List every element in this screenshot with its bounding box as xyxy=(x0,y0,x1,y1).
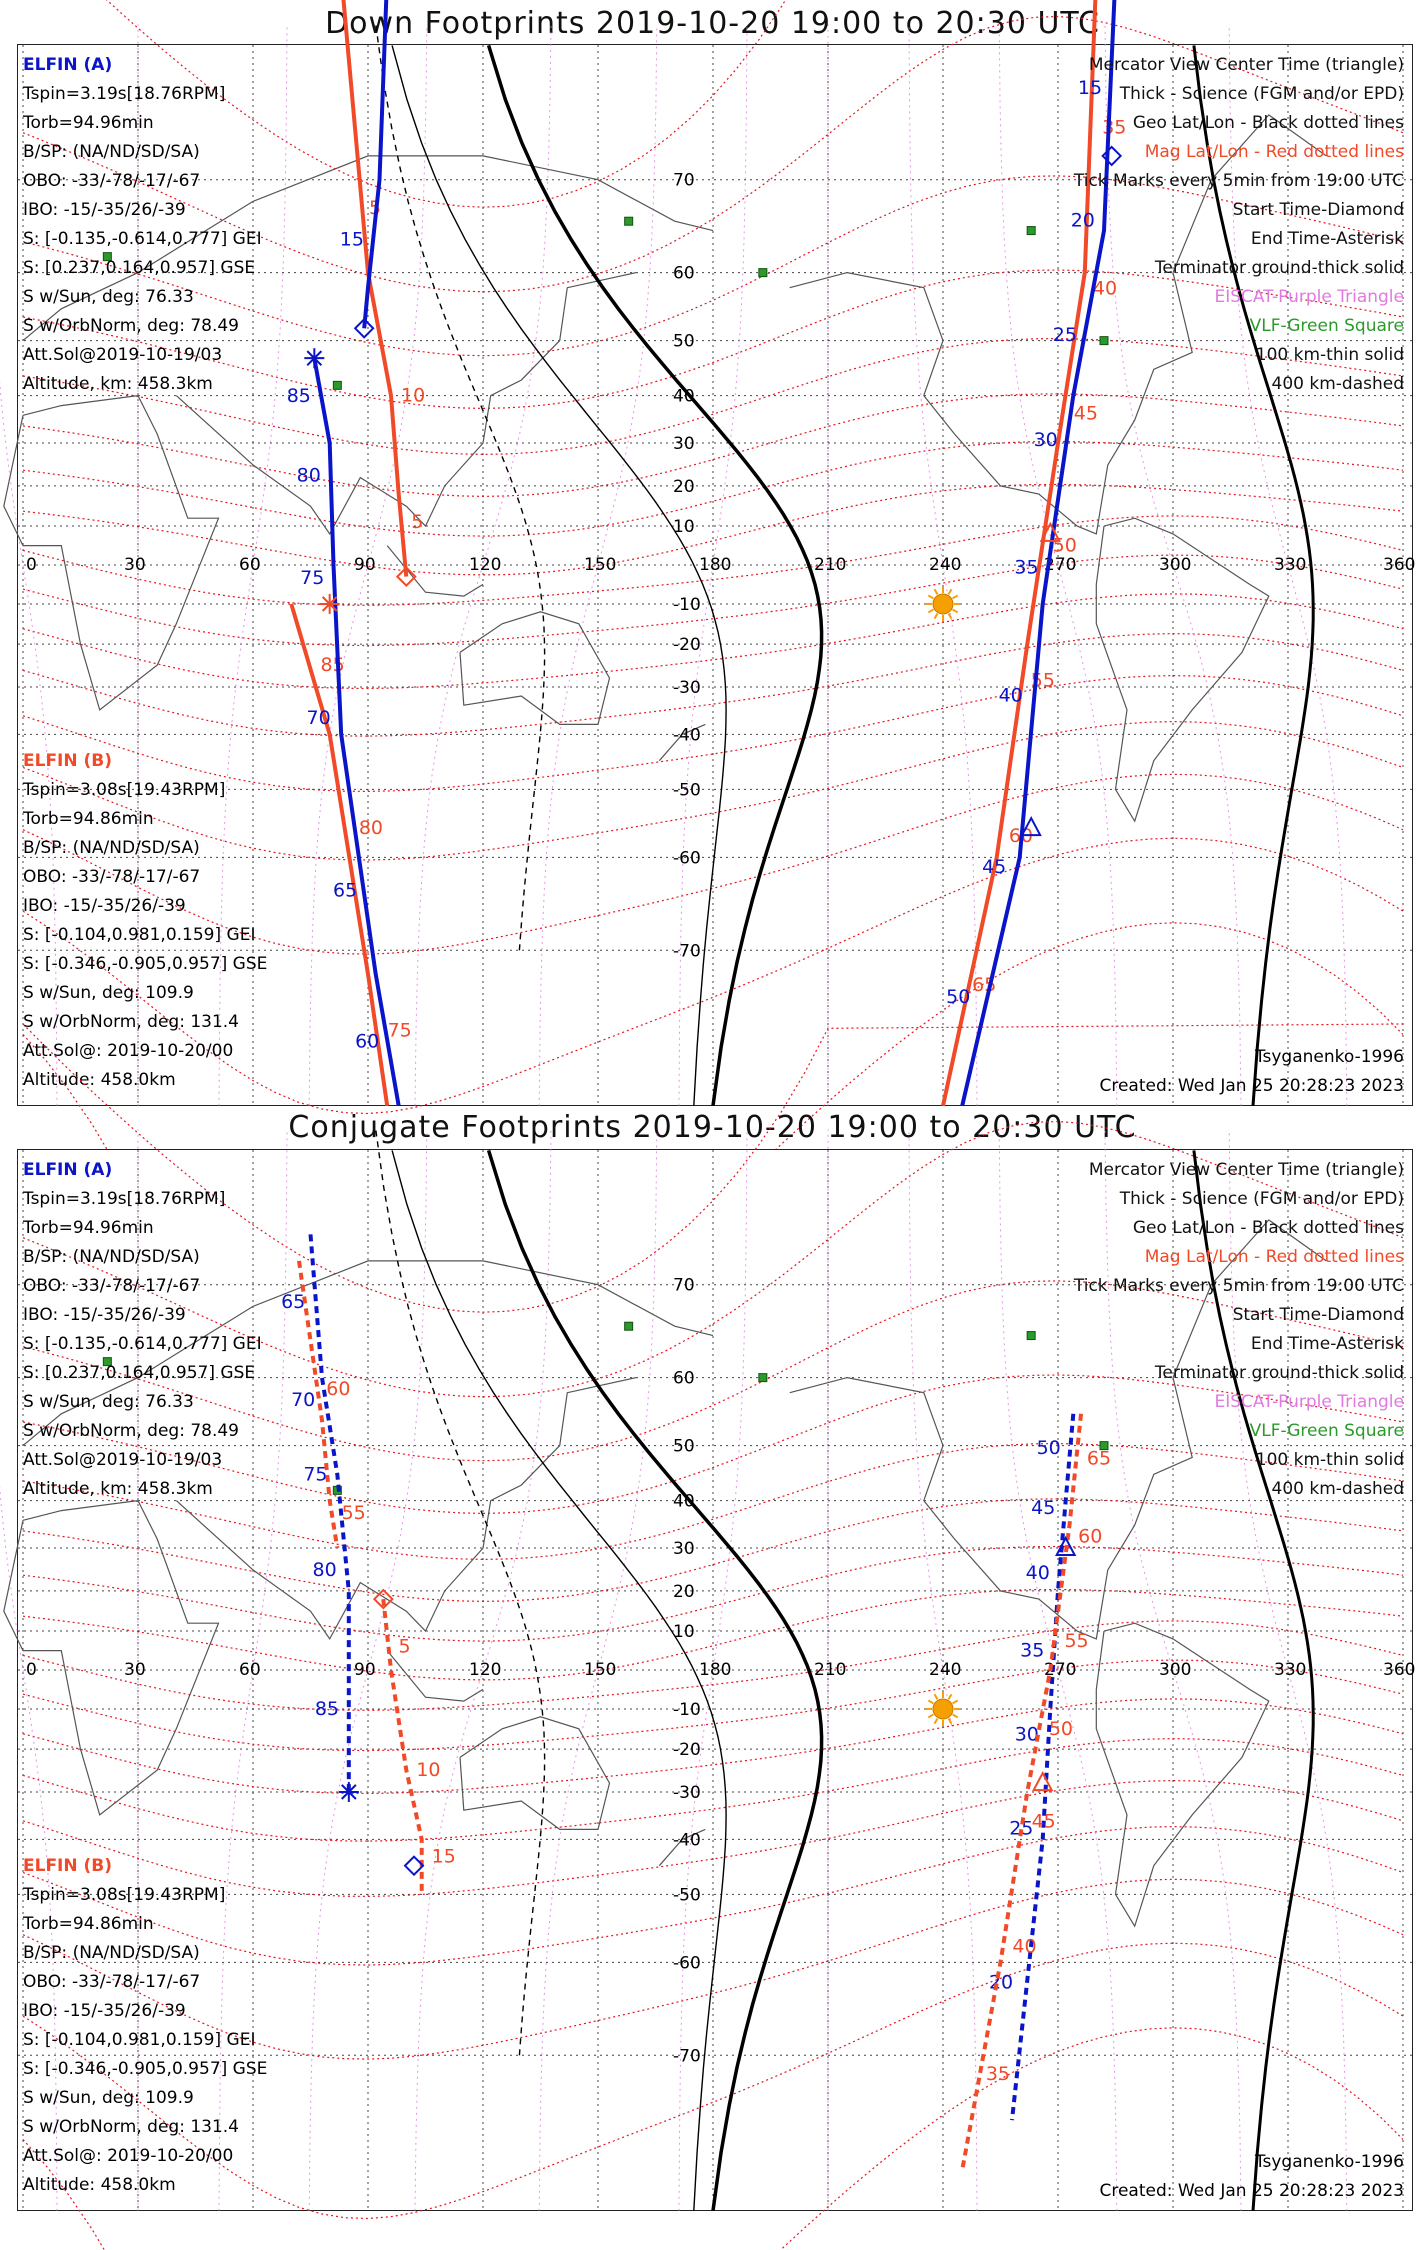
lat-tick-label: -10 xyxy=(673,594,701,615)
legend-item: Mercator View Center Time (triangle) xyxy=(1088,1160,1404,1180)
lat-tick-label: -60 xyxy=(673,848,701,869)
lon-tick-label: 90 xyxy=(354,1660,376,1680)
sun-disk xyxy=(933,594,953,614)
elfin-b-track-tick-label: 35 xyxy=(985,2062,1011,2085)
elfin-a-info xyxy=(23,1156,262,1504)
elfin-a-line: IBO: -15/-35/26/-39 xyxy=(23,200,186,220)
vlf-station-marker xyxy=(333,381,341,389)
coastline xyxy=(460,612,610,725)
elfin-b-name: ELFIN (B) xyxy=(23,751,113,771)
elfin-b-track-tick-label: 40 xyxy=(1012,1935,1037,1958)
sun-ray xyxy=(928,1700,933,1703)
elfin-a-track-tick-label: 20 xyxy=(988,1971,1014,1994)
elfin-b-track-tick-label: 45 xyxy=(1073,402,1098,425)
lat-tick-label: 70 xyxy=(673,1275,695,1296)
end-asterisk-marker xyxy=(304,348,324,368)
elfin-b-info xyxy=(23,747,267,1095)
elfin-b-line: IBO: -15/-35/26/-39 xyxy=(23,2001,186,2021)
elfin-a-line: IBO: -15/-35/26/-39 xyxy=(23,1305,186,1325)
lon-tick-label: 240 xyxy=(929,1660,962,1680)
elfin-a-track-tick-label: 15 xyxy=(339,228,364,251)
model-name: Tsyganenko-1996 xyxy=(1254,1047,1404,1067)
lon-tick-label: 90 xyxy=(354,555,376,575)
lat-tick-label: -70 xyxy=(673,2046,701,2067)
legend-item: Tick Marks every 5min from 19:00 UTC xyxy=(1073,1276,1404,1296)
elfin-b-track-tick-label: 65 xyxy=(1086,1447,1112,1470)
vlf-station-marker xyxy=(759,1374,767,1382)
elfin-b-track-tick-label: 85 xyxy=(320,654,345,677)
legend-item: Start Time-Diamond xyxy=(1232,1305,1404,1325)
elfin-a-line: Tspin=3.19s[18.76RPM] xyxy=(23,84,226,104)
lat-tick-label: 30 xyxy=(673,1539,695,1560)
elfin-a-track-tick-label: 80 xyxy=(296,464,321,487)
lon-tick-label: 120 xyxy=(469,555,502,575)
lon-tick-label: 180 xyxy=(699,555,732,575)
elfin-b-line: S w/Sun, deg: 109.9 xyxy=(23,983,194,1003)
elfin-b-track-tick-label: 35 xyxy=(1102,116,1127,139)
credits xyxy=(1099,2148,1404,2206)
elfin-b-track-tick-label: 60 xyxy=(326,1378,351,1401)
elfin-a-track-tick-label: 50 xyxy=(1036,1436,1061,1459)
lon-tick-label: 210 xyxy=(814,555,847,575)
elfin-a-line: S: [-0.135,-0.614,0.777] GEI xyxy=(23,1334,262,1354)
elfin-a-track-tick-label: 45 xyxy=(1031,1496,1056,1519)
elfin-b-line: S: [-0.346,-0.905,0.957] GSE xyxy=(23,2059,268,2079)
mag-parallel xyxy=(23,1547,1403,1642)
sun-ray xyxy=(928,1714,933,1717)
lat-tick-label: 60 xyxy=(673,1368,695,1389)
elfin-a-track-tick-label: 80 xyxy=(312,1558,337,1581)
lat-tick-label: 20 xyxy=(673,476,695,497)
model-name: Tsyganenko-1996 xyxy=(1254,2152,1404,2172)
lon-tick-label: 120 xyxy=(469,1660,502,1680)
elfin-a-line: OBO: -33/-78/-17/-67 xyxy=(23,171,201,191)
created-date: Created: Wed Jan 25 20:28:23 2023 xyxy=(1099,2181,1404,2201)
sun-ray xyxy=(953,595,958,598)
elfin-b-line: Att.Sol@: 2019-10-20/00 xyxy=(23,1041,234,1061)
elfin-b-line: S: [-0.104,0.981,0.159] GEI xyxy=(23,2030,256,2050)
elfin-a-line: S: [-0.135,-0.614,0.777] GEI xyxy=(23,229,262,249)
elfin-a-track xyxy=(364,0,387,328)
elfin-a-track-tick-label: 20 xyxy=(1070,209,1095,232)
elfin-a-name: ELFIN (A) xyxy=(23,55,113,75)
sun-disk xyxy=(933,1699,953,1719)
lon-tick-label: 270 xyxy=(1044,555,1077,575)
lon-tick-label: 330 xyxy=(1274,1660,1307,1680)
lon-tick-label: 180 xyxy=(699,1660,732,1680)
lon-tick-label: 270 xyxy=(1044,1660,1077,1680)
legend-item: Geo Lat/Lon - Black dotted lines xyxy=(1132,1218,1404,1238)
elfin-b-track xyxy=(341,0,406,577)
sun-ray xyxy=(928,595,933,598)
elfin-b-track-tick-label: 60 xyxy=(1078,1525,1103,1548)
legend-item: Mag Lat/Lon - Red dotted lines xyxy=(1144,1247,1404,1267)
legend-item: Geo Lat/Lon - Black dotted lines xyxy=(1132,113,1404,133)
legend-item: Start Time-Diamond xyxy=(1232,200,1404,220)
lat-tick-label: -60 xyxy=(673,1953,701,1974)
lat-tick-label: -30 xyxy=(673,677,701,698)
end-asterisk-marker xyxy=(320,594,340,614)
elfin-a-track-tick-label: 75 xyxy=(303,1463,328,1486)
elfin-b-track-tick-label: 65 xyxy=(972,974,997,997)
elfin-a-line: Att.Sol@2019-10-19/03 xyxy=(23,1450,223,1470)
elfin-a-track-tick-label: 85 xyxy=(286,385,311,408)
elfin-a-track-tick-label: 75 xyxy=(300,566,325,589)
panel-title: Conjugate Footprints 2019-10-20 19:00 to 20:30 UTC xyxy=(288,1110,1137,1145)
lon-tick-label: 360 xyxy=(1383,555,1416,575)
lat-tick-label: 60 xyxy=(673,263,695,284)
elfin-b-track-tick-label: 60 xyxy=(1008,825,1034,848)
elfin-a-track-tick-label: 35 xyxy=(1020,1639,1045,1662)
vlf-station-marker xyxy=(1027,227,1035,235)
elfin-b-info xyxy=(23,1852,267,2200)
lon-tick-label: 30 xyxy=(124,555,146,575)
elfin-b-track-tick-label: 50 xyxy=(1048,1717,1074,1740)
lat-tick-label: -40 xyxy=(673,1830,701,1851)
lat-tick-label: -40 xyxy=(673,725,701,746)
sun-ray xyxy=(935,589,938,594)
elfin-b-track-tick-label: 45 xyxy=(1031,1810,1056,1833)
elfin-a-track-tick-label: 70 xyxy=(306,706,331,729)
lon-tick-label: 300 xyxy=(1159,1660,1192,1680)
elfin-a-line: B/SP: (NA/ND/SD/SA) xyxy=(23,1247,200,1267)
elfin-a-track-tick-label: 40 xyxy=(1025,1561,1050,1584)
legend-item: Terminator ground-thick solid xyxy=(1154,1363,1404,1383)
lat-tick-label: 50 xyxy=(673,1436,695,1457)
sun-ray xyxy=(935,613,938,618)
sun-ray xyxy=(935,1694,938,1699)
elfin-b-name: ELFIN (B) xyxy=(23,1856,113,1876)
elfin-a-line: S w/Sun, deg: 76.33 xyxy=(23,1392,194,1412)
lat-tick-label: -20 xyxy=(673,1740,701,1761)
legend xyxy=(1074,1156,1404,1504)
lat-tick-label: 70 xyxy=(673,170,695,191)
sun-icon xyxy=(926,1692,960,1726)
vlf-station-marker xyxy=(759,269,767,277)
legend-item: Thick - Science (FGM and/or EPD) xyxy=(1119,84,1404,104)
lat-tick-label: 40 xyxy=(673,386,695,407)
mag-parallel xyxy=(23,634,1403,737)
elfin-b-line: Tspin=3.08s[19.43RPM] xyxy=(23,780,226,800)
lon-tick-label: 210 xyxy=(814,1660,847,1680)
lat-tick-label: -20 xyxy=(673,635,701,656)
lon-tick-label: 240 xyxy=(929,555,962,575)
elfin-b-track-tick-label: 5 xyxy=(369,197,382,220)
elfin-b-track-tick-label: 5 xyxy=(398,1635,411,1658)
legend-item: 400 km-dashed xyxy=(1271,1479,1404,1499)
elfin-a-track-tick-label: 45 xyxy=(982,856,1007,879)
mag-parallel xyxy=(23,442,1403,537)
lat-tick-label: -30 xyxy=(673,1782,701,1803)
elfin-b-line: Torb=94.86min xyxy=(23,809,154,829)
elfin-a-line: Altitude, km: 458.3km xyxy=(23,374,213,394)
elfin-b-line: OBO: -33/-78/-17/-67 xyxy=(23,1972,201,1992)
sun-ray xyxy=(935,1718,938,1723)
elfin-a-track-tick-label: 85 xyxy=(314,1697,340,1720)
elfin-a-track-tick-label: 30 xyxy=(1033,429,1058,452)
legend-item: VLF-Green Square xyxy=(1249,1421,1404,1441)
elfin-a-track-tick-label: 15 xyxy=(1077,77,1103,100)
elfin-a-track-tick-label: 25 xyxy=(1009,1817,1034,1840)
vlf-station-marker xyxy=(625,217,633,225)
elfin-a-track-tick-label: 40 xyxy=(998,684,1023,707)
elfin-a-line: S w/OrbNorm, deg: 78.49 xyxy=(23,316,240,336)
sun-ray xyxy=(953,1700,958,1703)
legend-item: End Time-Asterisk xyxy=(1250,1334,1404,1354)
elfin-a-line: B/SP: (NA/ND/SD/SA) xyxy=(23,142,200,162)
lat-tick-label: -50 xyxy=(673,1885,701,1906)
elfin-b-line: Torb=94.86min xyxy=(23,1914,154,1934)
elfin-b-line: Tspin=3.08s[19.43RPM] xyxy=(23,1885,226,1905)
map-panel-down xyxy=(17,44,1416,1106)
lon-tick-label: 360 xyxy=(1383,1660,1416,1680)
lat-tick-label: -50 xyxy=(673,780,701,801)
lon-tick-label: 330 xyxy=(1274,555,1307,575)
end-asterisk-marker xyxy=(339,1782,359,1802)
elfin-b-track-tick-label: 10 xyxy=(416,1759,441,1782)
legend xyxy=(1074,51,1404,399)
sun-icon xyxy=(926,587,960,621)
elfin-a-line: S: [0.237,0.164,0.957] GSE xyxy=(23,258,256,278)
panel-title: Down Footprints 2019-10-20 19:00 to 20:30 UTC xyxy=(325,6,1100,41)
elfin-b-track-tick-label: 50 xyxy=(1052,534,1077,557)
legend-item: Thick - Science (FGM and/or EPD) xyxy=(1119,1189,1404,1209)
elfin-a-info xyxy=(23,51,262,399)
elfin-a-line: S w/OrbNorm, deg: 78.49 xyxy=(23,1421,240,1441)
sun-ray xyxy=(949,1694,952,1699)
mag-parallel xyxy=(23,394,1403,497)
elfin-b-line: S: [-0.346,-0.905,0.957] GSE xyxy=(23,954,268,974)
elfin-a-track-tick-label: 50 xyxy=(946,986,971,1009)
elfin-b-line: S w/OrbNorm, deg: 131.4 xyxy=(23,1012,240,1032)
lat-tick-label: 30 xyxy=(673,434,695,455)
sun-ray xyxy=(953,609,958,612)
lat-tick-label: 40 xyxy=(673,1491,695,1512)
elfin-a-line: Tspin=3.19s[18.76RPM] xyxy=(23,1189,226,1209)
lon-tick-label: 300 xyxy=(1159,555,1192,575)
lat-tick-label: -10 xyxy=(673,1699,701,1720)
elfin-b-line: Att.Sol@: 2019-10-20/00 xyxy=(23,2146,234,2166)
sun-ray xyxy=(928,609,933,612)
legend-item: Tick Marks every 5min from 19:00 UTC xyxy=(1073,171,1404,191)
elfin-a-track-tick-label: 60 xyxy=(355,1030,380,1053)
elfin-a-track-tick-label: 25 xyxy=(1052,323,1077,346)
elfin-a-track-tick-label: 70 xyxy=(291,1388,316,1411)
center-triangle-marker xyxy=(1034,1773,1052,1790)
lat-tick-label: 10 xyxy=(673,1622,695,1643)
elfin-b-line: S w/OrbNorm, deg: 131.4 xyxy=(23,2117,240,2137)
elfin-a-track-tick-label: 35 xyxy=(1014,556,1039,579)
sun-ray xyxy=(953,1714,958,1717)
lat-tick-label: 20 xyxy=(673,1581,695,1602)
elfin-b-line: Altitude: 458.0km xyxy=(23,2175,176,2195)
elfin-b-line: S w/Sun, deg: 109.9 xyxy=(23,2088,194,2108)
elfin-a-track-tick-label: 30 xyxy=(1014,1723,1039,1746)
elfin-b-track-tick-label: 55 xyxy=(341,1502,366,1525)
elfin-b-line: B/SP: (NA/ND/SD/SA) xyxy=(23,1943,200,1963)
lon-tick-label: 30 xyxy=(124,1660,146,1680)
elfin-a-name: ELFIN (A) xyxy=(23,1160,113,1180)
elfin-a-line: S: [0.237,0.164,0.957] GSE xyxy=(23,1363,256,1383)
elfin-a-line: Torb=94.96min xyxy=(23,1218,154,1238)
lat-tick-label: -70 xyxy=(673,941,701,962)
elfin-b-line: S: [-0.104,0.981,0.159] GEI xyxy=(23,925,256,945)
elfin-b-track-tick-label: 40 xyxy=(1092,277,1118,300)
elfin-a-track xyxy=(1012,1414,1073,2120)
vlf-station-marker xyxy=(625,1322,633,1330)
coastline xyxy=(460,1717,610,1830)
sun-ray xyxy=(949,589,952,594)
elfin-b-line: IBO: -15/-35/26/-39 xyxy=(23,896,186,916)
elfin-a-line: Torb=94.96min xyxy=(23,113,154,133)
elfin-a-track-tick-label: 65 xyxy=(333,879,358,902)
legend-item: 100 km-thin solid xyxy=(1255,1450,1404,1470)
elfin-a-line: S w/Sun, deg: 76.33 xyxy=(23,287,194,307)
legend-item: 100 km-thin solid xyxy=(1255,345,1404,365)
lat-tick-label: 10 xyxy=(673,517,695,538)
mag-parallel xyxy=(23,1739,1403,1842)
lat-tick-label: 50 xyxy=(673,331,695,352)
elfin-b-line: B/SP: (NA/ND/SD/SA) xyxy=(23,838,200,858)
legend-item: EISCAT-Purple Triangle xyxy=(1214,1392,1404,1412)
elfin-b-track-tick-label: 15 xyxy=(431,1845,456,1868)
elfin-b-track-tick-label: 75 xyxy=(387,1019,412,1042)
lon-tick-label: 60 xyxy=(239,1660,261,1680)
legend-item: VLF-Green Square xyxy=(1249,316,1404,336)
elfin-a-line: Altitude, km: 458.3km xyxy=(23,1479,213,1499)
elfin-a-line: Att.Sol@2019-10-19/03 xyxy=(23,345,223,365)
elfin-a-track-tick-label: 65 xyxy=(281,1291,306,1314)
legend-item: Mercator View Center Time (triangle) xyxy=(1088,55,1404,75)
lon-tick-label: 0 xyxy=(26,555,37,575)
elfin-b-line: OBO: -33/-78/-17/-67 xyxy=(23,867,201,887)
lon-tick-label: 60 xyxy=(239,555,261,575)
legend-item: Mag Lat/Lon - Red dotted lines xyxy=(1144,142,1404,162)
elfin-b-track-tick-label: 80 xyxy=(358,817,384,840)
elfin-b-track-tick-label: 55 xyxy=(1064,1629,1089,1652)
legend-item: End Time-Asterisk xyxy=(1250,229,1404,249)
credits xyxy=(1099,1043,1404,1101)
mag-parallel xyxy=(23,1496,1403,1602)
created-date: Created: Wed Jan 25 20:28:23 2023 xyxy=(1099,1076,1404,1096)
vlf-station-marker xyxy=(1027,1332,1035,1340)
map-panel-conjugate xyxy=(17,1149,1416,2211)
lon-tick-label: 150 xyxy=(584,555,617,575)
lon-tick-label: 150 xyxy=(584,1660,617,1680)
elfin-b-track-tick-label: 5 xyxy=(411,511,424,534)
elfin-b-track-tick-label: 55 xyxy=(1030,669,1055,692)
legend-item: Terminator ground-thick solid xyxy=(1154,258,1404,278)
elfin-b-line: Altitude: 458.0km xyxy=(23,1070,176,1090)
lon-tick-label: 0 xyxy=(26,1660,37,1680)
elfin-a-line: OBO: -33/-78/-17/-67 xyxy=(23,1276,201,1296)
elfin-b-track-tick-label: 10 xyxy=(401,384,426,407)
legend-item: 400 km-dashed xyxy=(1271,374,1404,394)
legend-item: EISCAT-Purple Triangle xyxy=(1214,287,1404,307)
